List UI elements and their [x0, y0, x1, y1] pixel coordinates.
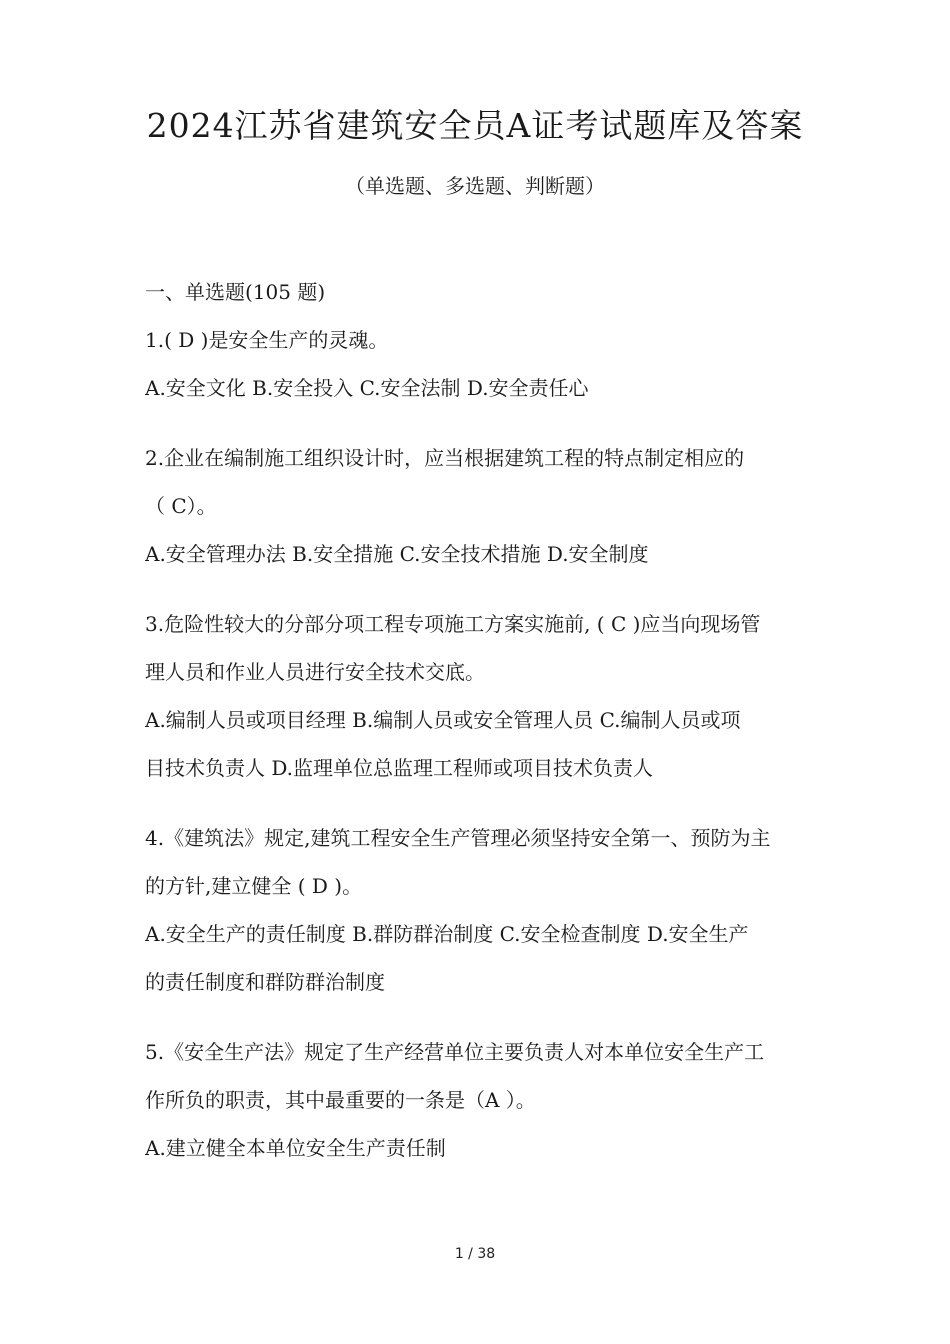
document-body: [145, 268, 810, 1172]
question-options-line: A.编制人员或项目经理 B.编制人员或安全管理人员 C.编制人员或项: [145, 708, 741, 732]
question-options-line: A.安全管理办法 B.安全措施 C.安全技术措施 D.安全制度: [145, 542, 649, 566]
question-stem-line: 3.危险性较大的分部分项工程专项施工方案实施前, ( C )应当向现场管: [145, 612, 761, 636]
question-stem-line: 5.《安全生产法》规定了生产经营单位主要负责人对本单位安全生产工: [145, 1040, 765, 1064]
question-options-line: 目技术负责人 D.监理单位总监理工程师或项目技术负责人: [145, 756, 654, 780]
question-options-line: A.安全生产的责任制度 B.群防群治制度 C.安全检查制度 D.安全生产: [145, 922, 749, 946]
document-subtitle: （单选题、多选题、判断题）: [345, 174, 605, 198]
question-options-line: A.建立健全本单位安全生产责任制: [145, 1136, 446, 1160]
question-stem-line: 的方针,建立健全 ( D )。: [145, 874, 363, 898]
question-stem-line: 作所负的职责，其中最重要的一条是（A ）。: [145, 1088, 536, 1112]
document-title: 2024江苏省建筑安全员A证考试题库及答案: [146, 106, 804, 145]
question-stem-line: （ C）。: [145, 494, 217, 518]
question-1: [145, 316, 810, 412]
question-3: [145, 600, 810, 792]
question-stem-line: 理人员和作业人员进行安全技术交底。: [145, 660, 485, 684]
question-5: [145, 1028, 810, 1172]
page-number: 1 / 38: [454, 1246, 496, 1262]
question-stem-line: 2.企业在编制施工组织设计时，应当根据建筑工程的特点制定相应的: [145, 446, 745, 470]
section-heading: 一、单选题(105 题): [145, 280, 326, 304]
question-4: [145, 814, 810, 1006]
question-2: [145, 434, 810, 578]
question-options-line: A.安全文化 B.安全投入 C.安全法制 D.安全责任心: [145, 376, 589, 400]
question-stem-line: 1.( D )是安全生产的灵魂。: [145, 328, 389, 352]
question-options-line: 的责任制度和群防群治制度: [145, 970, 385, 994]
question-stem-line: 4.《建筑法》规定,建筑工程安全生产管理必须坚持安全第一、预防为主: [145, 826, 771, 850]
